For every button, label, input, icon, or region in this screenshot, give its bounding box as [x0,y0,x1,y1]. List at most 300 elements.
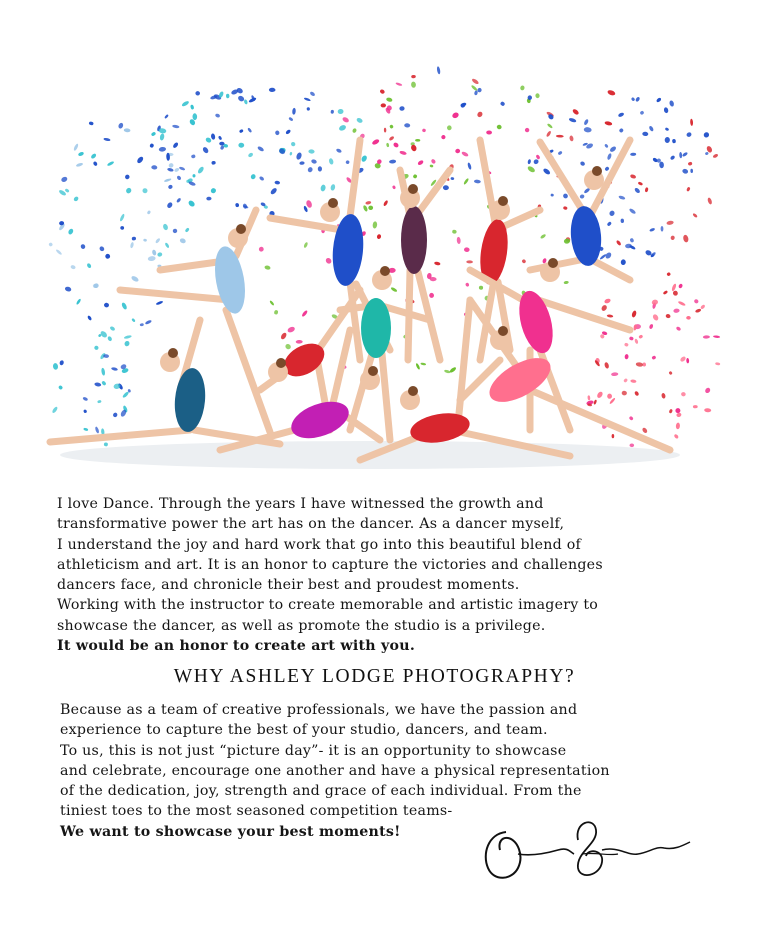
confetti-petal [125,187,132,194]
confetti-petal [67,228,74,235]
confetti-petal [192,113,197,120]
confetti-petal [496,124,502,130]
dancer-hair-bun [408,184,418,194]
confetti-petal [447,125,452,130]
confetti-petal [311,159,318,165]
confetti-petal [604,121,612,126]
confetti-petal [520,85,525,91]
confetti-petal [211,161,216,165]
confetti-petal [264,265,271,270]
confetti-petal [665,314,671,319]
confetti-petal [388,135,394,141]
confetti-petal [197,166,205,175]
confetti-petal [500,101,506,107]
confetti-petal [695,308,702,313]
confetti-petal [464,247,470,252]
confetti-petal [649,227,655,232]
confetti-petal [521,259,526,264]
confetti-petal [167,184,173,190]
confetti-petal [399,150,407,155]
confetti-petal [430,158,436,164]
confetti-petal [607,89,616,96]
confetti-petal [611,372,618,376]
confetti-petal [247,127,252,133]
confetti-petal [48,242,53,247]
confetti-petal [704,387,711,394]
confetti-petal [51,406,58,414]
confetti-petal [609,145,617,152]
confetti-petal [80,244,86,250]
confetti-petal [663,107,668,114]
confetti-petal [579,194,585,199]
confetti-petal [83,409,87,413]
confetti-petal [673,433,679,439]
confetti-petal [607,393,612,398]
confetti-petal [641,427,648,434]
confetti-petal [533,158,540,165]
confetti-petal [634,187,641,194]
confetti-petal [308,149,315,154]
confetti-petal [156,300,164,305]
why-line: To us, this is not just “picture day”- it is an opportunity to showcase [60,742,567,759]
confetti-petal [372,221,377,229]
confetti-petal [607,153,613,161]
confetti-petal [527,159,531,165]
confetti-petal [670,155,676,161]
confetti-petal [599,253,606,260]
confetti-petal [73,143,79,151]
confetti-petal [290,141,296,147]
confetti-petal [563,206,568,210]
confetti-petal [681,392,686,397]
confetti-petal [676,422,681,429]
confetti-petal [620,259,626,265]
confetti-petal [436,66,440,74]
confetti-petal [259,176,265,182]
confetti-petal [535,93,540,98]
confetti-petal [120,226,124,230]
confetti-petal [104,253,111,260]
confetti-petal [187,199,195,207]
confetti-petal [362,205,368,212]
confetti-petal [130,242,134,249]
confetti-petal [166,201,173,209]
confetti-petal [257,146,265,153]
dancer-limb [226,310,270,432]
dancer-limb [416,170,450,216]
confetti-petal [634,391,640,397]
dancer-leotard [210,244,249,316]
why-line: experience to capture the best of your studio, dancers, and team. [60,722,548,739]
confetti-petal [524,127,530,133]
confetti-petal [218,135,223,140]
confetti-petal [287,326,296,334]
confetti-petal [621,391,627,396]
confetti-petal [678,300,686,306]
confetti-petal [124,174,130,180]
confetti-petal [665,137,670,143]
confetti-petal [572,108,580,116]
confetti-petal [193,174,196,177]
confetti-petal [638,334,643,339]
confetti-petal [164,178,172,183]
dancer-limb [458,300,470,424]
confetti-petal [584,127,592,133]
why-line: and celebrate, encourage one another and have a physical representation [60,762,610,779]
confetti-petal [629,238,634,243]
confetti-petal [73,196,79,202]
confetti-petal [656,97,662,103]
confetti-petal [285,129,291,135]
confetti-petal [152,249,157,256]
confetti-petal [456,237,461,245]
confetti-petal [692,213,698,219]
confetti-petal [288,117,293,122]
confetti-petal [715,362,720,366]
confetti-petal [690,169,693,173]
confetti-petal [97,400,102,404]
confetti-petal [623,378,628,383]
confetti-petal [191,154,196,159]
confetti-petal [142,187,148,193]
confetti-petal [563,281,568,285]
confetti-petal [58,385,63,390]
confetti-petal [612,434,615,438]
confetti-petal [616,240,622,247]
confetti-petal [608,210,615,217]
confetti-petal [568,117,576,123]
confetti-petal [629,208,637,215]
confetti-petal [540,233,547,239]
confetti-petal [604,143,609,148]
confetti-petal [670,235,675,240]
why-line: of the dedication, joy, strength and grace of each individual. From the [60,783,582,800]
confetti-petal [143,238,147,242]
confetti-petal [624,354,628,360]
confetti-petal [663,290,669,295]
confetti-petal [356,117,364,124]
confetti-petal [600,304,607,312]
dancer-leotard [286,395,353,446]
confetti-petal [690,119,693,126]
confetti-petal [295,152,302,161]
confetti-petal [318,166,322,171]
confetti-petal [642,132,648,137]
confetti-petal [693,405,698,408]
dancer-hair-bun [498,326,508,336]
confetti-petal [64,286,72,292]
confetti-petal [569,135,574,142]
dancer-hair-bun [168,348,178,358]
confetti-petal [122,391,130,399]
confetti-petal [679,356,686,363]
confetti-petal [131,318,136,323]
confetti-petal [629,336,634,341]
confetti-petal [210,187,217,194]
confetti-petal [429,164,433,167]
dancer-limb [120,290,230,300]
confetti-petal [648,125,654,132]
confetti-petal [712,153,718,158]
confetti-petal [619,128,625,134]
confetti-petal [417,159,424,166]
confetti-petal [140,323,144,326]
dancer-limb [530,390,670,450]
confetti-petal [410,144,417,152]
confetti-petal [661,393,666,399]
confetti-petal [411,81,416,88]
confetti-petal [136,156,144,165]
confetti-petal [239,129,244,134]
confetti-petal [579,161,585,167]
confetti-petal [638,181,644,186]
why-line: Because as a team of creative professionals, we have the passion and [60,702,578,718]
confetti-petal [604,298,612,304]
confetti-petal [132,237,137,241]
confetti-petal [659,161,664,168]
confetti-petal [226,94,230,99]
confetti-petal [275,130,280,135]
confetti-petal [412,174,417,179]
confetti-petal [60,176,68,183]
confetti-petal [688,161,693,165]
confetti-petal [557,150,562,155]
confetti-petal [676,412,682,418]
confetti-petal [463,178,469,185]
confetti-petal [304,97,311,102]
confetti-petal [242,203,248,209]
confetti-petal [386,143,389,148]
confetti-petal [546,130,552,137]
intro-line: showcase the dancer, as well as promote the studio is a privilege. [57,617,546,634]
confetti-petal [176,175,182,181]
confetti-petal [635,96,641,102]
confetti-petal [415,139,420,142]
confetti-petal [381,103,386,107]
confetti-petal [164,242,169,248]
dancer-hair-bun [236,224,246,234]
dancer-hair-bun [328,198,338,208]
confetti-petal [682,168,689,174]
handwritten-signature-icon [478,810,698,885]
confetti-petal [237,95,245,103]
confetti-petal [651,299,658,305]
confetti-petal [474,90,478,95]
confetti-petal [305,199,313,208]
confetti-petal [673,308,680,313]
confetti-petal [148,256,156,262]
intro-line: transformative power the art has on the dancer. As a dancer myself, [57,516,565,533]
confetti-petal [535,154,540,160]
confetti-petal [705,151,709,155]
confetti-petal [527,165,536,173]
intro-line: I understand the joy and hard work that go into this beautiful blend of [57,536,582,553]
confetti-petal [172,124,180,128]
confetti-petal [671,283,677,291]
intro-line: I love Dance. Through the years I have witnessed the growth and [57,496,544,512]
confetti-petal [320,184,326,192]
confetti-petal [53,363,59,370]
confetti-petal [562,193,569,200]
confetti-petal [296,340,303,344]
confetti-petal [119,213,125,222]
confetti-petal [455,148,461,153]
confetti-petal [651,355,656,360]
intro-line: athleticism and art. It is an honor to capture the victories and challenges [57,556,603,573]
confetti-petal [443,185,449,190]
confetti-petal [395,82,402,86]
confetti-petal [365,201,371,205]
confetti-petal [112,412,118,418]
confetti-petal [556,135,564,138]
confetti-petal [630,153,636,157]
confetti-petal [181,100,190,107]
confetti-petal [124,128,131,132]
confetti-petal [215,113,221,118]
confetti-petal [121,302,128,310]
confetti-petal [87,315,92,321]
confetti-petal [90,153,97,160]
confetti-petal [269,88,276,92]
confetti-petal [342,116,350,123]
confetti-petal [330,184,336,191]
confetti-petal [59,360,64,366]
confetti-petal [386,97,393,102]
confetti-petal [107,336,113,342]
confetti-petal [542,167,551,175]
dancer-leotard [401,206,427,274]
confetti-petal [392,185,396,189]
confetti-petal [550,193,554,196]
confetti-petal [451,111,459,119]
confetti-petal [700,304,706,310]
confetti-petal [471,78,479,85]
confetti-petal [636,362,644,367]
confetti-petal [93,161,98,167]
dancer-figure [400,170,450,360]
confetti-petal [88,121,93,126]
confetti-petal [390,287,397,293]
confetti-petal [461,151,469,158]
confetti-petal [583,119,589,126]
confetti-petal [630,379,636,383]
dancer-hair-bun [380,266,390,276]
confetti-petal [682,152,688,158]
confetti-petal [168,162,174,168]
confetti-petal [155,238,161,244]
confetti-petal [607,221,612,227]
confetti-petal [78,151,85,157]
dancer-figure [50,320,280,444]
confetti-petal [167,167,174,172]
confetti-petal [713,335,720,338]
section-heading: WHY ASHLEY LODGE PHOTOGRAPHY? [173,666,576,687]
dancer-leotard [361,298,391,358]
confetti-petal [665,127,670,131]
dancer-hair-bun [592,166,602,176]
confetti-petal [629,443,634,447]
confetti-petal [145,319,152,325]
dancer-leotard [172,367,207,433]
confetti-petal [258,246,265,253]
confetti-petal [479,286,483,290]
confetti-petal [86,263,92,269]
confetti-petal [159,147,167,152]
confetti-petal [104,302,110,307]
confetti-petal [474,179,481,183]
confetti-petal [270,187,278,195]
confetti-petal [202,146,210,154]
intro-closing: It would be an honor to create art with you. [57,638,416,655]
confetti-petal [164,114,169,119]
confetti-petal [76,162,84,167]
confetti-petal [596,391,604,399]
confetti-petal [624,342,629,347]
confetti-petal [345,160,350,165]
confetti-petal [289,152,292,156]
confetti-petal [336,148,343,154]
confetti-petal [371,138,380,145]
confetti-petal [618,112,625,118]
confetti-petal [274,180,280,184]
intro-line: Working with the instructor to create memorable and artistic imagery to [57,597,599,614]
confetti-petal [465,282,469,287]
confetti-petal [107,161,115,167]
confetti-petal [429,293,434,298]
confetti-petal [649,324,654,330]
confetti-petal [104,442,108,446]
confetti-petal [631,97,636,102]
dancer-hair-bun [548,258,558,268]
confetti-petal [672,139,676,144]
confetti-petal [147,210,152,215]
hero-photo [30,60,730,480]
confetti-petal [707,197,713,205]
confetti-petal [99,245,106,252]
confetti-petal [244,99,249,105]
intro-line: dancers face, and chronicle their best and proudest moments. [57,577,520,594]
confetti-petal [686,358,689,364]
confetti-petal [384,128,387,133]
confetti-petal [190,104,194,109]
confetti-petal [444,369,451,373]
confetti-petal [306,107,310,111]
dancer-limb [382,354,390,440]
confetti-petal [604,362,610,369]
confetti-petal [693,298,699,304]
confetti-petal [109,326,115,332]
confetti-petal [205,137,212,144]
confetti-petal [467,162,472,170]
confetti-petal [76,298,82,305]
confetti-petal [330,110,334,114]
confetti-petal [389,124,394,129]
confetti-petal [307,166,314,173]
confetti-petal [206,197,211,201]
confetti-petal [151,165,157,170]
confetti-petal [434,261,441,266]
confetti-petal [376,234,381,240]
confetti-petal [666,272,671,277]
confetti-petal [247,152,253,158]
confetti-petal [55,249,62,256]
confetti-petal [404,123,410,127]
confetti-petal [607,314,614,318]
confetti-petal [124,340,131,347]
confetti-petal [661,226,664,232]
confetti-petal [299,161,304,165]
confetti-petal [604,166,610,171]
